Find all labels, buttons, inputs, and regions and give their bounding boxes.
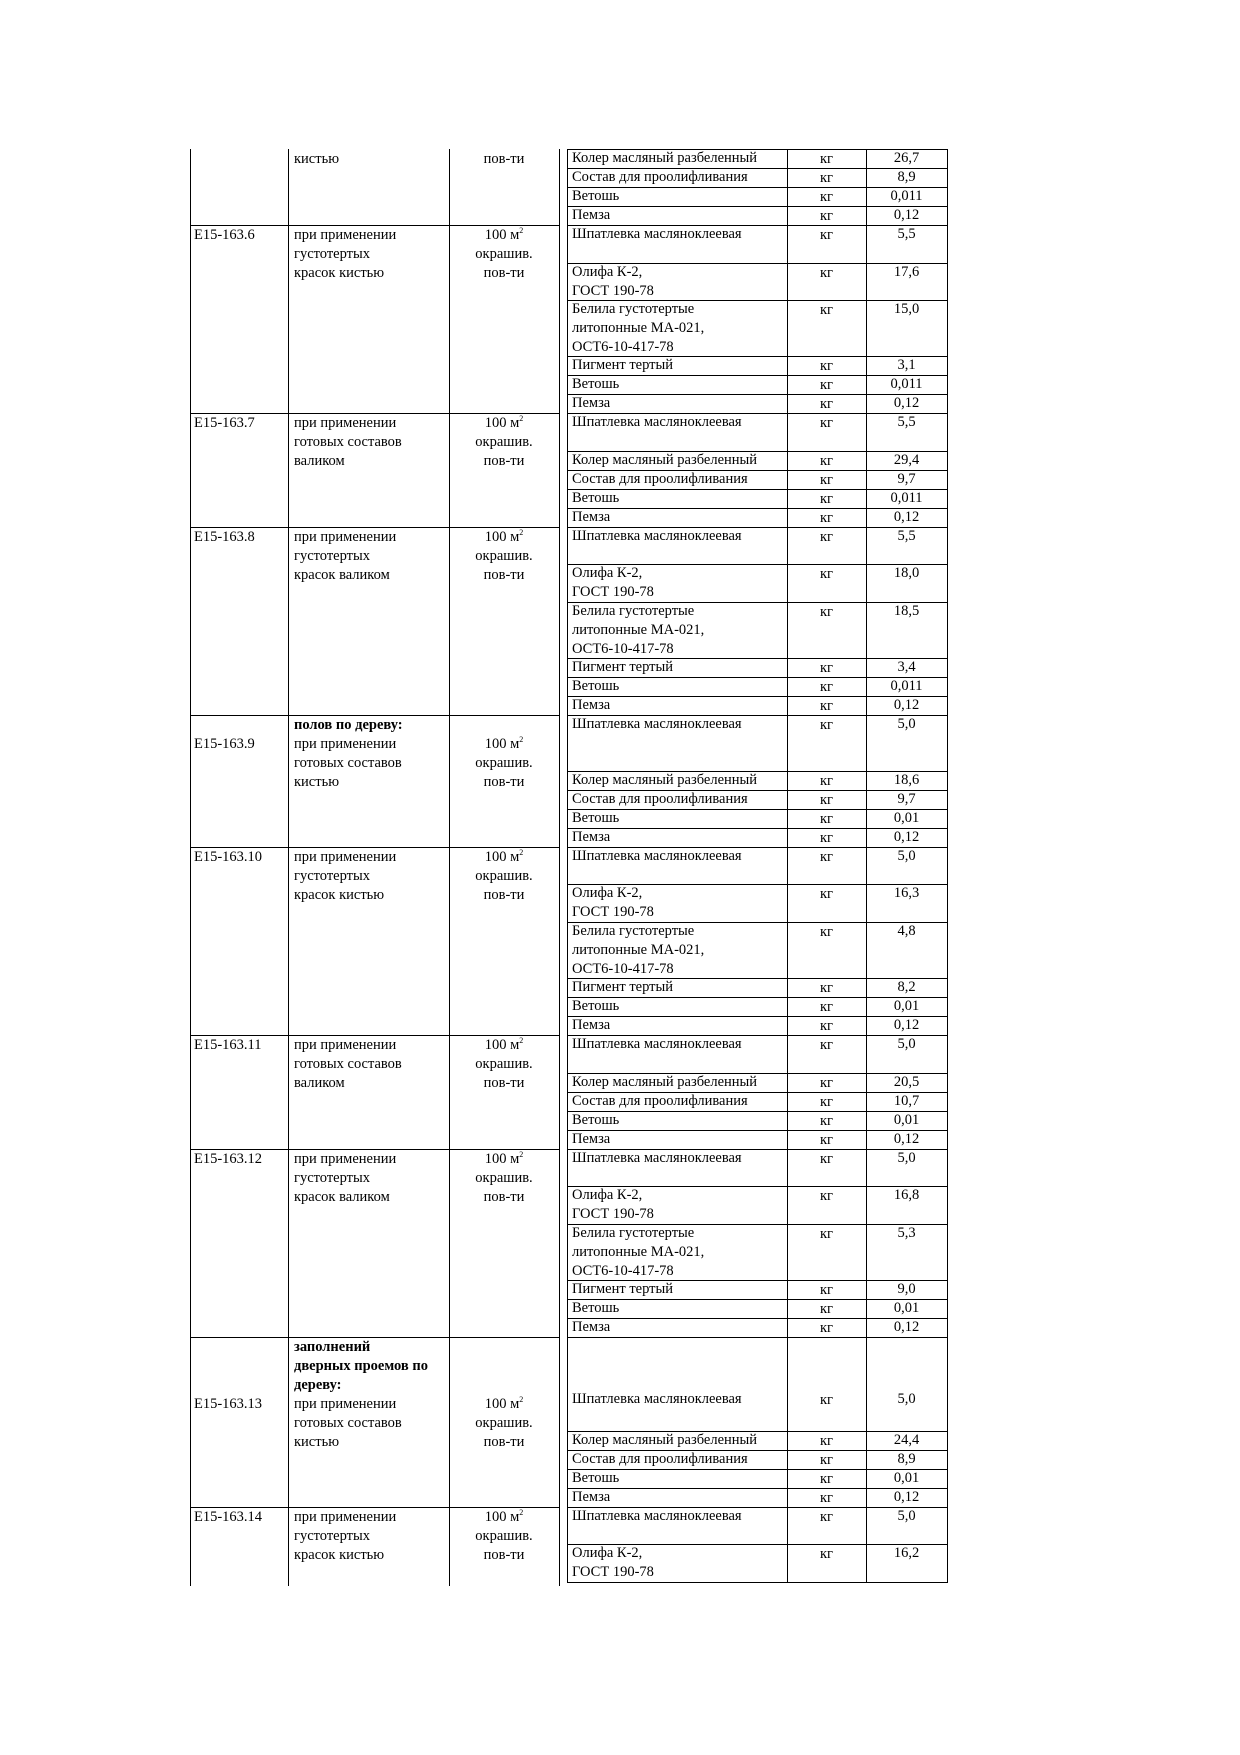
material-unit: кг [820, 830, 833, 846]
unit-cell-line: пов-ти [483, 151, 525, 167]
unit-value: 100 м [484, 1037, 520, 1053]
material-unit: кг [820, 698, 833, 714]
method-line: при применении [294, 1037, 397, 1053]
code-cell: Е15-163.7 [194, 415, 255, 431]
unit-cell-line: окрашив. [475, 434, 533, 450]
group-rule [190, 413, 560, 414]
material-name: Шпатлевка масляноклеевая [572, 848, 742, 864]
unit-value: 100 м [484, 1396, 520, 1412]
unit-superscript: 2 [519, 1150, 524, 1160]
code-cell: Е15-163.12 [194, 1151, 263, 1167]
group-rule [190, 847, 560, 848]
material-name: Пемза [572, 1319, 611, 1335]
material-quantity: 8,9 [897, 169, 916, 185]
material-quantity: 4,8 [897, 923, 916, 939]
unit-cell-line: пов-ти [483, 1547, 525, 1563]
unit-cell-line: окрашив. [475, 1415, 533, 1431]
material-unit: кг [820, 491, 833, 507]
material-name: Ветошь [572, 678, 620, 694]
code-cell: Е15-163.11 [194, 1037, 262, 1053]
material-quantity: 5,5 [897, 414, 916, 430]
group-rule [190, 1035, 560, 1036]
material-unit: кг [820, 1094, 833, 1110]
material-quantity: 0,01 [893, 1470, 920, 1486]
material-table-left [567, 149, 568, 1583]
method-line: при применении [294, 849, 397, 865]
material-name: Олифа К-2, ГОСТ 190-78 [572, 1187, 654, 1222]
material-quantity: 16,8 [893, 1187, 920, 1203]
material-unit: кг [820, 265, 833, 281]
material-quantity: 3,4 [897, 659, 916, 675]
material-quantity: 0,011 [890, 188, 923, 204]
material-quantity: 5,0 [897, 1508, 916, 1524]
method-line: при применении [294, 529, 397, 545]
material-name: Шпатлевка масляноклеевая [572, 414, 742, 430]
unit-value: 100 м [484, 227, 520, 243]
material-quantity: 0,011 [890, 490, 923, 506]
material-unit: кг [820, 227, 833, 243]
unit-cell-line: окрашив. [475, 1170, 533, 1186]
material-unit: кг [820, 792, 833, 808]
unit-cell [449, 848, 559, 866]
method-line: кистью [294, 151, 340, 167]
material-name: Белила густотертые литопонные МА-021, ОСТ6-10-417-78 [572, 301, 705, 355]
code-cell: Е15-163.13 [194, 1396, 263, 1412]
material-unit: кг [820, 1509, 833, 1525]
code-cell: Е15-163.8 [194, 529, 255, 545]
material-quantity: 0,011 [890, 376, 923, 392]
section-header: заполнений [294, 1339, 371, 1355]
material-quantity: 8,9 [897, 1451, 916, 1467]
unit-value: 100 м [484, 849, 520, 865]
material-unit: кг [820, 151, 833, 167]
material-unit: кг [820, 377, 833, 393]
material-quantity: 5,3 [897, 1225, 916, 1241]
unit-cell-line: пов-ти [483, 1189, 525, 1205]
unit-cell [449, 1508, 559, 1526]
material-quantity: 3,1 [897, 357, 916, 373]
unit-cell-line: окрашив. [475, 755, 533, 771]
column-divider [288, 149, 289, 1586]
material-unit: кг [820, 1132, 833, 1148]
material-unit: кг [820, 208, 833, 224]
unit-value: 100 м [484, 529, 520, 545]
unit-cell [449, 1036, 559, 1054]
material-name: Пемза [572, 1017, 611, 1033]
material-quantity: 0,01 [893, 998, 920, 1014]
method-line: при применении [294, 1509, 397, 1525]
material-quantity: 9,7 [897, 471, 916, 487]
material-unit: кг [820, 999, 833, 1015]
material-name: Ветошь [572, 1112, 620, 1128]
unit-cell-line: окрашив. [475, 246, 533, 262]
material-quantity: 0,12 [893, 697, 920, 713]
material-name: Состав для проолифливания [572, 471, 748, 487]
material-name: Пигмент тертый [572, 659, 673, 675]
material-quantity: 5,5 [897, 528, 916, 544]
unit-superscript: 2 [519, 414, 524, 424]
material-name: Пемза [572, 509, 611, 525]
unit-cell-line: окрашив. [475, 868, 533, 884]
material-name: Колер масляный разбеленный [572, 772, 758, 788]
material-name: Белила густотертые литопонные МА-021, ОСТ6-10-417-78 [572, 923, 705, 977]
material-name: Колер масляный разбеленный [572, 1074, 758, 1090]
group-rule [190, 527, 560, 528]
material-name: Пигмент тертый [572, 357, 673, 373]
material-name: Состав для проолифливания [572, 1093, 748, 1109]
material-quantity: 5,5 [897, 226, 916, 242]
material-quantity: 29,4 [893, 452, 920, 468]
section-header: дверных проемов по [294, 1358, 428, 1374]
method-line: кистью [294, 774, 340, 790]
unit-superscript: 2 [519, 735, 524, 745]
code-cell: Е15-163.9 [194, 736, 255, 752]
material-unit: кг [820, 415, 833, 431]
table-border-right [947, 149, 948, 1583]
unit-cell-line: окрашив. [475, 1056, 533, 1072]
material-unit: кг [820, 1471, 833, 1487]
unit-cell [449, 414, 559, 432]
material-unit: кг [820, 1075, 833, 1091]
method-line: готовых составов [294, 1056, 402, 1072]
material-name: Пигмент тертый [572, 979, 673, 995]
method-line: кистью [294, 1434, 340, 1450]
group-rule [190, 225, 560, 226]
unit-cell-line: пов-ти [483, 567, 525, 583]
material-quantity: 5,0 [897, 848, 916, 864]
material-name: Пемза [572, 697, 611, 713]
material-name: Ветошь [572, 376, 620, 392]
method-line: красок кистью [294, 1547, 385, 1563]
material-unit: кг [820, 886, 833, 902]
unit-cell [449, 735, 559, 753]
material-name: Пемза [572, 1131, 611, 1147]
method-line: при применении [294, 1396, 397, 1412]
method-line: густотертых [294, 868, 370, 884]
column-divider [559, 149, 560, 1586]
material-quantity: 18,6 [893, 772, 920, 788]
method-line: при применении [294, 1151, 397, 1167]
method-line: красок кистью [294, 887, 385, 903]
material-unit: кг [820, 980, 833, 996]
unit-superscript: 2 [519, 226, 524, 236]
unit-cell-line: пов-ти [483, 265, 525, 281]
material-unit: кг [820, 924, 833, 940]
material-name: Шпатлевка масляноклеевая [572, 1150, 742, 1166]
material-quantity: 0,12 [893, 395, 920, 411]
column-divider [449, 149, 450, 1586]
method-line: валиком [294, 453, 345, 469]
unit-value: 100 м [484, 1509, 520, 1525]
method-line: густотертых [294, 1528, 370, 1544]
unit-value: 100 м [484, 1151, 520, 1167]
method-line: густотертых [294, 1170, 370, 1186]
unit-cell [449, 226, 559, 244]
material-name: Пемза [572, 829, 611, 845]
method-line: при применении [294, 227, 397, 243]
material-unit: кг [820, 170, 833, 186]
material-unit: кг [820, 1113, 833, 1129]
material-quantity: 17,6 [893, 264, 920, 280]
material-name: Колер масляный разбеленный [572, 150, 758, 166]
material-quantity: 0,12 [893, 509, 920, 525]
method-line: валиком [294, 1075, 345, 1091]
column-divider [866, 149, 867, 1583]
material-unit: кг [820, 566, 833, 582]
material-unit: кг [820, 1188, 833, 1204]
material-unit: кг [820, 811, 833, 827]
unit-cell-line: окрашив. [475, 548, 533, 564]
group-rule [190, 1337, 560, 1338]
material-name: Олифа К-2, ГОСТ 190-78 [572, 885, 654, 920]
method-line: красок валиком [294, 1189, 390, 1205]
section-header: дереву: [294, 1377, 342, 1393]
material-quantity: 0,01 [893, 1300, 920, 1316]
table-border-left [190, 149, 191, 1586]
unit-value: 100 м [484, 415, 520, 431]
material-name: Состав для проолифливания [572, 791, 748, 807]
material-unit: кг [820, 453, 833, 469]
material-name: Состав для проолифливания [572, 169, 748, 185]
material-unit: кг [820, 1151, 833, 1167]
material-unit: кг [820, 773, 833, 789]
section-header: полов по дереву: [294, 717, 403, 733]
material-unit: кг [820, 1282, 833, 1298]
unit-superscript: 2 [519, 848, 524, 858]
material-unit: кг [820, 849, 833, 865]
method-line: при применении [294, 736, 397, 752]
method-line: густотертых [294, 548, 370, 564]
material-name: Олифа К-2, ГОСТ 190-78 [572, 565, 654, 600]
material-name: Ветошь [572, 998, 620, 1014]
material-name: Шпатлевка масляноклеевая [572, 1508, 742, 1524]
material-quantity: 10,7 [893, 1093, 920, 1109]
method-line: красок кистью [294, 265, 385, 281]
material-unit: кг [820, 1392, 833, 1408]
material-quantity: 15,0 [893, 301, 920, 317]
material-unit: кг [820, 1037, 833, 1053]
material-unit: кг [820, 189, 833, 205]
unit-cell-line: пов-ти [483, 1434, 525, 1450]
material-unit: кг [820, 1226, 833, 1242]
column-divider [787, 149, 788, 1583]
row-rule [567, 1582, 948, 1583]
material-unit: кг [820, 1320, 833, 1336]
material-unit: кг [820, 1018, 833, 1034]
material-unit: кг [820, 472, 833, 488]
material-unit: кг [820, 1452, 833, 1468]
material-unit: кг [820, 1433, 833, 1449]
material-unit: кг [820, 1546, 833, 1562]
material-unit: кг [820, 679, 833, 695]
material-quantity: 0,01 [893, 1112, 920, 1128]
method-line: готовых составов [294, 755, 402, 771]
method-line: густотертых [294, 246, 370, 262]
unit-cell-line: пов-ти [483, 774, 525, 790]
group-rule [190, 1507, 560, 1508]
unit-superscript: 2 [519, 1508, 524, 1518]
code-cell: Е15-163.10 [194, 849, 263, 865]
material-quantity: 5,0 [897, 1391, 916, 1407]
unit-superscript: 2 [519, 528, 524, 538]
material-quantity: 0,12 [893, 207, 920, 223]
material-name: Пемза [572, 207, 611, 223]
unit-superscript: 2 [519, 1036, 524, 1046]
material-name: Колер масляный разбеленный [572, 1432, 758, 1448]
unit-cell-line: пов-ти [483, 1075, 525, 1091]
material-name: Олифа К-2, ГОСТ 190-78 [572, 264, 654, 299]
material-name: Ветошь [572, 188, 620, 204]
material-name: Ветошь [572, 490, 620, 506]
material-name: Шпатлевка масляноклеевая [572, 716, 742, 732]
material-name: Шпатлевка масляноклеевая [572, 1036, 742, 1052]
material-quantity: 18,0 [893, 565, 920, 581]
unit-cell-line: пов-ти [483, 887, 525, 903]
group-rule [190, 1149, 560, 1150]
material-unit: кг [820, 529, 833, 545]
unit-value: 100 м [484, 736, 520, 752]
material-unit: кг [820, 717, 833, 733]
material-name: Белила густотертые литопонные МА-021, ОСТ6-10-417-78 [572, 603, 705, 657]
material-quantity: 0,01 [893, 810, 920, 826]
material-quantity: 16,3 [893, 885, 920, 901]
material-unit: кг [820, 660, 833, 676]
material-quantity: 0,12 [893, 1131, 920, 1147]
material-quantity: 20,5 [893, 1074, 920, 1090]
group-rule [190, 715, 560, 716]
material-name: Ветошь [572, 1470, 620, 1486]
material-unit: кг [820, 302, 833, 318]
row-rule [567, 149, 948, 150]
material-quantity: 9,7 [897, 791, 916, 807]
method-line: готовых составов [294, 1415, 402, 1431]
code-cell: Е15-163.6 [194, 227, 255, 243]
material-unit: кг [820, 510, 833, 526]
material-quantity: 0,12 [893, 1489, 920, 1505]
material-quantity: 5,0 [897, 1150, 916, 1166]
material-name: Шпатлевка масляноклеевая [572, 226, 742, 242]
material-quantity: 0,12 [893, 1017, 920, 1033]
material-name: Пемза [572, 395, 611, 411]
material-unit: кг [820, 1301, 833, 1317]
unit-cell [449, 1395, 559, 1413]
material-name: Пигмент тертый [572, 1281, 673, 1297]
material-quantity: 0,011 [890, 678, 923, 694]
material-quantity: 18,5 [893, 603, 920, 619]
material-name: Олифа К-2, ГОСТ 190-78 [572, 1545, 654, 1580]
row-rule [567, 1337, 948, 1338]
material-unit: кг [820, 1490, 833, 1506]
material-name: Ветошь [572, 1300, 620, 1316]
material-quantity: 5,0 [897, 1036, 916, 1052]
material-unit: кг [820, 358, 833, 374]
material-name: Пемза [572, 1489, 611, 1505]
method-line: готовых составов [294, 434, 402, 450]
unit-cell [449, 1150, 559, 1168]
material-name: Шпатлевка масляноклеевая [572, 528, 742, 544]
material-quantity: 5,0 [897, 716, 916, 732]
material-name: Ветошь [572, 810, 620, 826]
method-line: при применении [294, 415, 397, 431]
unit-cell-line: окрашив. [475, 1528, 533, 1544]
material-name: Белила густотертые литопонные МА-021, ОСТ6-10-417-78 [572, 1225, 705, 1279]
material-name: Шпатлевка масляноклеевая [572, 1391, 742, 1407]
material-name: Состав для проолифливания [572, 1451, 748, 1467]
material-quantity: 0,12 [893, 1319, 920, 1335]
code-cell: Е15-163.14 [194, 1509, 263, 1525]
material-quantity: 16,2 [893, 1545, 920, 1561]
material-quantity: 9,0 [897, 1281, 916, 1297]
material-quantity: 26,7 [893, 150, 920, 166]
material-quantity: 8,2 [897, 979, 916, 995]
material-unit: кг [820, 396, 833, 412]
material-unit: кг [820, 604, 833, 620]
material-quantity: 24,4 [893, 1432, 920, 1448]
unit-cell-line: пов-ти [483, 453, 525, 469]
unit-cell [449, 528, 559, 546]
unit-superscript: 2 [519, 1395, 524, 1405]
material-quantity: 0,12 [893, 829, 920, 845]
material-name: Колер масляный разбеленный [572, 452, 758, 468]
method-line: красок валиком [294, 567, 390, 583]
